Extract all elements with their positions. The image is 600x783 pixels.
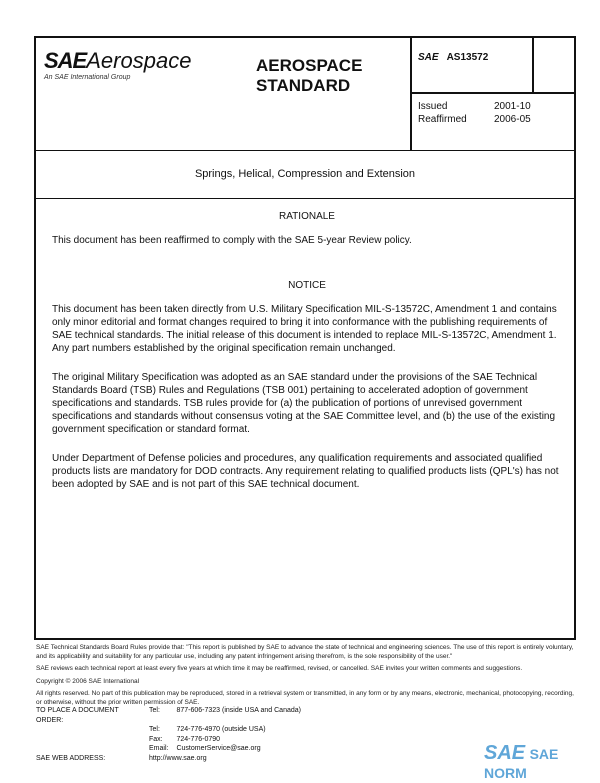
footer-review: SAE reviews each technical report at least every five years at which time it may be reaffirmed, revised, or cancelled. SAE invites your written comments and suggestions. [36, 665, 523, 672]
phone-outside: 724-776-4970 (outside USA) [176, 726, 266, 733]
sae-aerospace-logo [44, 48, 191, 74]
sae-norm-watermark [484, 742, 600, 783]
notice-paragraph: Under Department of Defense policies and procedures, any qualification requirements and associated qualified products lists are mandatory for DOD contracts. Any requirement relating to qualified products lists (QPL's) has not been adopted by SAE and is not part of this SAE technical document. [52, 453, 559, 490]
notice-heading: NOTICE [288, 280, 326, 291]
watermark-logo: SAE [484, 742, 526, 764]
footer-rights: All rights reserved. No part of this publication may be reproduced, stored in a retrieval system or transmitted, in any form or by any means, electronic, mechanical, photocopying, recording, or otherwise, without the prior written permission of SAE. [36, 690, 574, 706]
footer-copyright: Copyright © 2006 SAE International [36, 678, 140, 685]
tel-label: Tel: [149, 726, 160, 733]
web-label: SAE WEB ADDRESS: [36, 754, 106, 762]
watermark-text: SAE NORM [484, 746, 559, 781]
fax-label: Fax: [149, 735, 163, 743]
standard-type [256, 56, 362, 96]
logo-brand: SAE [44, 48, 87, 73]
fax-number: 724-776-0790 [176, 735, 221, 743]
rationale-text: This document has been reaffirmed to comply with the SAE 5-year Review policy. [52, 235, 412, 246]
reaffirmed-date: 2006-05 [494, 114, 531, 125]
web-link[interactable]: http://www.sae.org [149, 754, 207, 762]
document-title: Springs, Helical, Compression and Extension [36, 150, 574, 199]
doc-info-box [410, 38, 576, 150]
logo-word: Aerospace [86, 48, 192, 73]
issued-label: Issued [418, 101, 448, 112]
order-label: TO PLACE A DOCUMENT ORDER: [36, 707, 119, 724]
document-frame [34, 36, 576, 640]
tel-label: Tel: [149, 707, 160, 714]
notice-paragraph: This document has been taken directly from U.S. Military Specification MIL-S-13572C, Amendment 1 and contains only minor editorial and format changes required to bring it into conformance with the publishing requirements of SAE technical standards. The initial release of this document is intended to replace MIL-S-13572C, Amendment 1. Any part numbers established by the original specification remain unchanged. [52, 304, 557, 354]
issued-date: 2001-10 [494, 101, 531, 112]
document-header [36, 38, 574, 151]
reaffirmed-label: Reaffirmed [418, 114, 467, 125]
doc-number: AS13572 [446, 52, 489, 63]
logo-subtitle: An SAE International Group [44, 74, 131, 81]
standard-line1: AEROSPACE [256, 56, 363, 75]
phone-inside: 877-606-7323 (inside USA and Canada) [176, 707, 301, 714]
order-info [36, 706, 309, 763]
doc-number-cell [412, 38, 576, 94]
notice-paragraph: The original Military Specification was adopted as an SAE standard under the provisions of the SAE Technical Standards Board (TSB) Rules and Regulations (TSB 001) pertaining to accelerated adoption of government specifications and standards. TSB rules provide for (a) the publication of portions of unrevised government specifications and standards without consensus voting at the SAE Committee level, and (b) the use of the existing government specification or standard format. [52, 372, 556, 435]
email-link[interactable]: CustomerService@sae.org [176, 745, 261, 752]
email-label: Email: [149, 745, 169, 752]
doc-dates [418, 100, 570, 126]
footer-rules: SAE Technical Standards Board Rules provide that: "This report is published by SAE to advance the state of technical and engineering sciences. The use of this report is entirely voluntary, and its applicability and suitability for any particular use, including any patent infringement arising therefrom, is the sole responsibility of the user." [36, 644, 574, 660]
standard-line2: STANDARD [256, 76, 351, 95]
rationale-heading: RATIONALE [279, 211, 335, 222]
cell-divider [532, 38, 534, 92]
doc-brand: SAE [418, 52, 439, 63]
